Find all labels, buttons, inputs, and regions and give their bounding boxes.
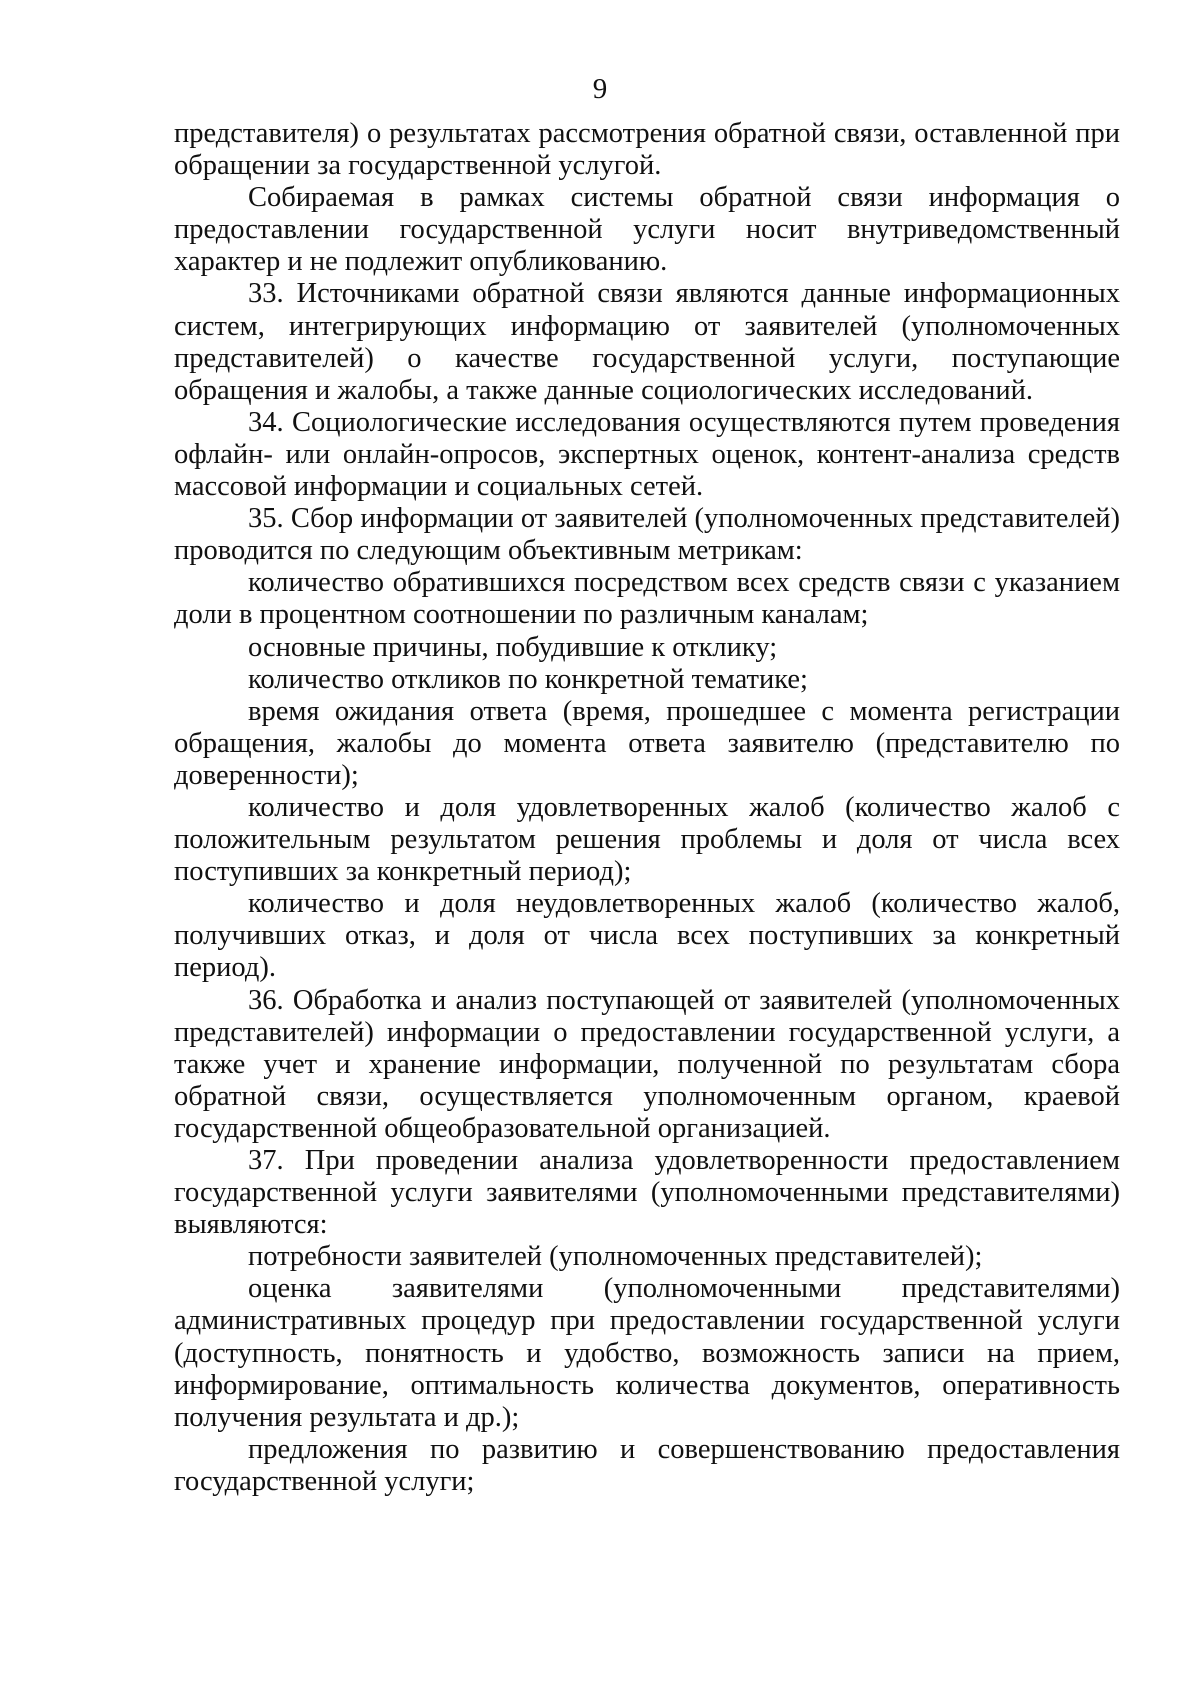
page-number: 9 <box>592 73 608 105</box>
paragraph-item-37: 37. При проведении анализа удовлетворенности предоставлением государственной услуги заявителями (уполномоченными представителями) выявляются: <box>174 1145 1120 1241</box>
metric-list-item: основные причины, побудившие к отклику; <box>248 631 778 663</box>
metric-list-item: количество откликов по конкретной тематике; <box>248 663 808 695</box>
paragraph: Собираемая в рамках системы обратной связи информация о предоставлении государственной услуги носит внутриведомственный характер и не подлежит опубликованию. <box>174 182 1120 278</box>
document-body <box>174 118 1120 1498</box>
analysis-list-item: предложения по развитию и совершенствованию предоставления государственной услуги; <box>174 1433 1120 1497</box>
metric-list-item: время ожидания ответа (время, прошедшее с момента регистрации обращения, жалобы до момента ответа заявителю (представителю по доверенности); <box>174 695 1120 791</box>
paragraph-item-35: 35. Сбор информации от заявителей (уполномоченных представителей) проводится по следующим объективным метрикам: <box>174 503 1120 567</box>
metric-list-item: количество и доля удовлетворенных жалоб (количество жалоб с положительным результатом решения проблемы и доля от числа всех поступивших за конкретный период); <box>174 791 1120 888</box>
analysis-list-item: потребности заявителей (уполномоченных представителей); <box>248 1241 983 1273</box>
metric-list-item: количество обратившихся посредством всех средств связи с указанием доли в процентном соотношении по различным каналам; <box>174 567 1120 631</box>
paragraph-item-33: 33. Источниками обратной связи являются данные информационных систем, интегрирующих информацию от заявителей (уполномоченных представителей) о качестве государственной услуги, поступающие обращения и жалобы, а также данные социологических исследований. <box>174 278 1120 406</box>
paragraph-item-36: 36. Обработка и анализ поступающей от заявителей (уполномоченных представителей) информации о предоставлении государственной услуги, а также учет и хранение информации, полученной по результатам сбора обратной связи, осуществляется уполномоченным органом, краевой государственной общеобразовательной организацией. <box>174 984 1120 1144</box>
paragraph: представителя) о результатах рассмотрения обратной связи, оставленной при обращении за государственной услугой. <box>174 118 1120 182</box>
analysis-list-item: оценка заявителями (уполномоченными представителями) административных процедур при предоставлении государственной услуги (доступность, понятность и удобство, возможность записи на прием, информирование, оптимальность количества документов, оперативность получения результата и др.); <box>174 1273 1120 1433</box>
metric-list-item: количество и доля неудовлетворенных жалоб (количество жалоб, получивших отказ, и доля от числа всех поступивших за конкретный период). <box>174 888 1120 984</box>
paragraph-item-34: 34. Социологические исследования осуществляются путем проведения офлайн- или онлайн-опросов, экспертных оценок, контент-анализа средств массовой информации и социальных сетей. <box>174 406 1120 503</box>
